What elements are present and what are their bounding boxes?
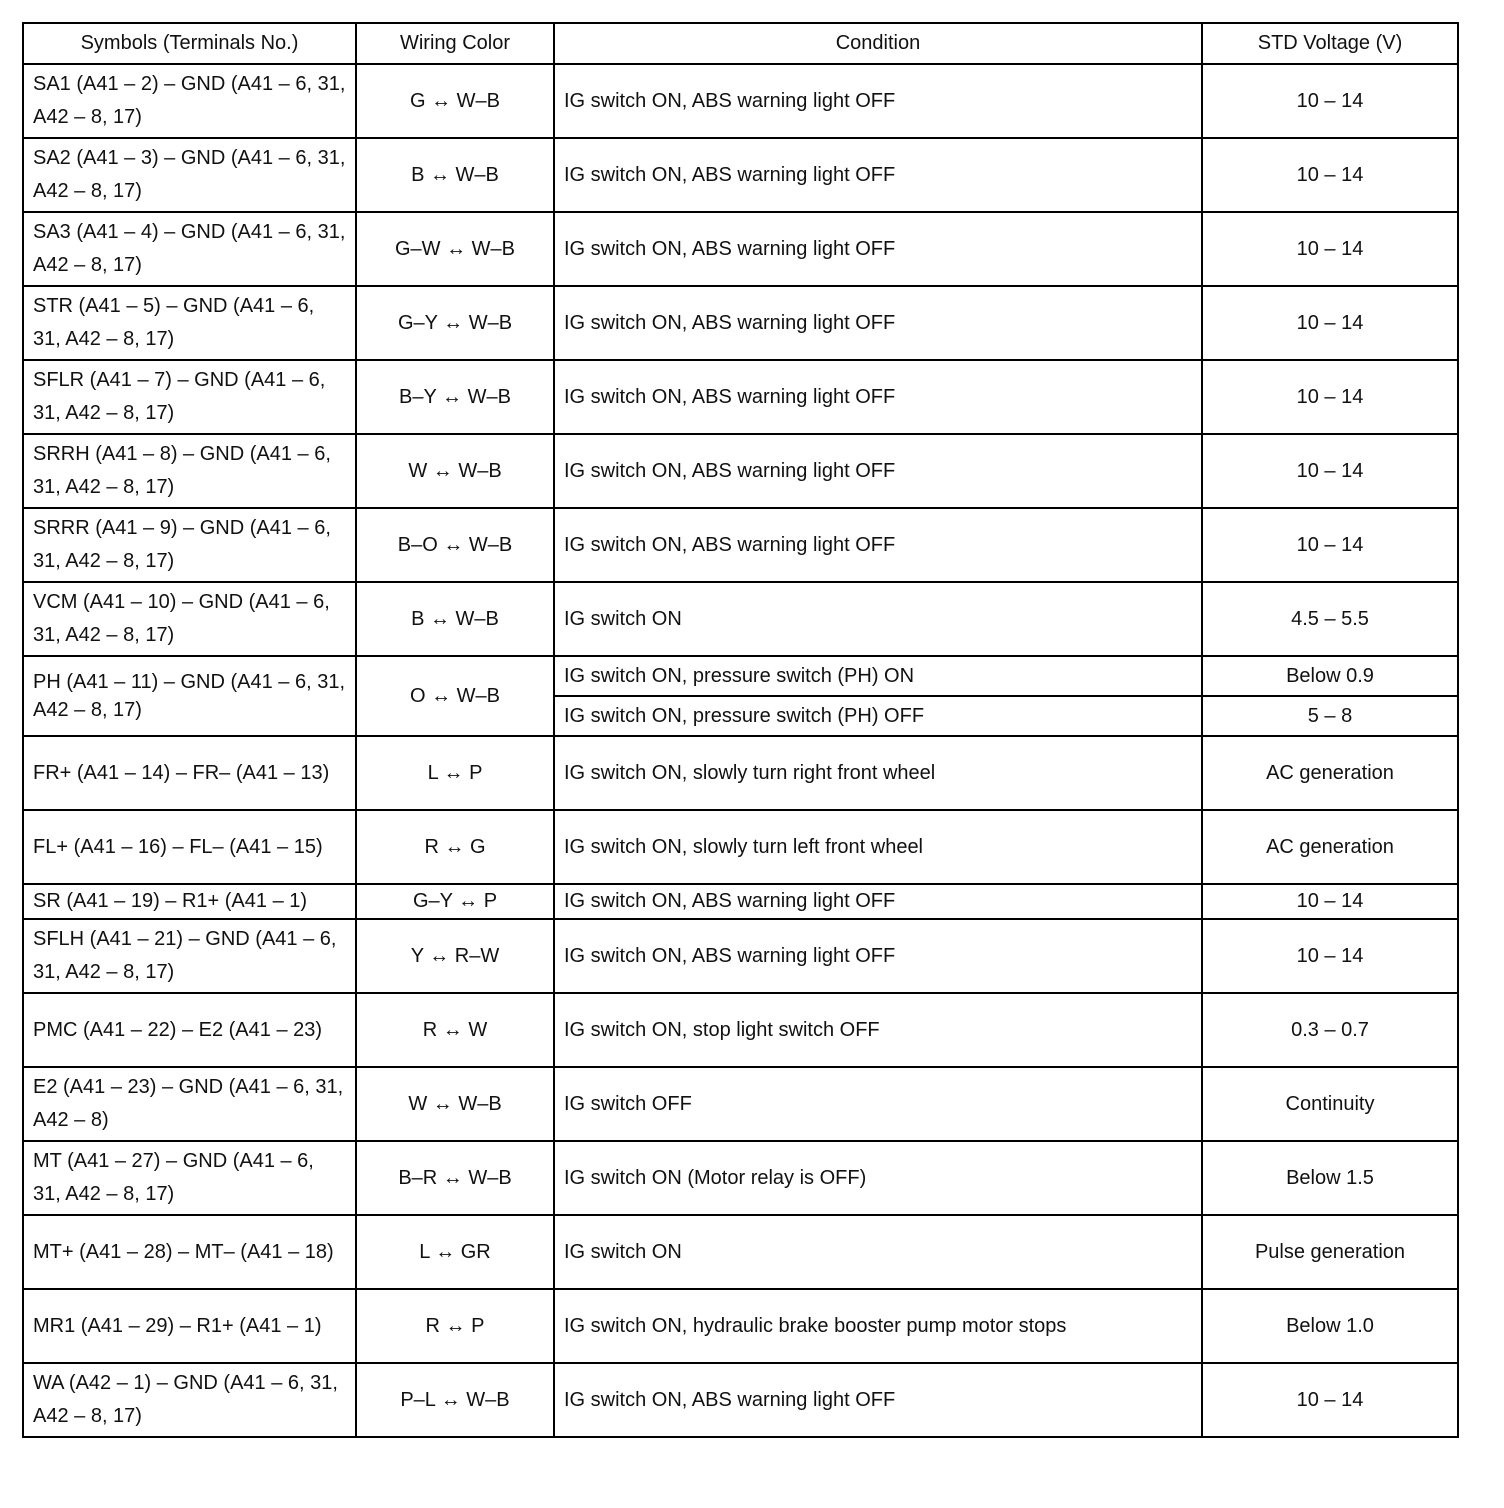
symbol-cell: SRRR (A41 – 9) – GND (A41 – 6, 31, A42 – 8, 17) [23,508,356,582]
symbol-cell: MT (A41 – 27) – GND (A41 – 6, 31, A42 – 8, 17) [23,1141,356,1215]
wiring-color-cell: L ↔ P [356,736,554,810]
table-row [23,508,1458,582]
symbol-cell: SA1 (A41 – 2) – GND (A41 – 6, 31, A42 – 8, 17) [23,64,356,138]
symbol-cell: FR+ (A41 – 14) – FR– (A41 – 13) [23,736,356,810]
std-voltage-cell: 10 – 14 [1202,64,1458,138]
std-voltage-cell: 10 – 14 [1202,212,1458,286]
symbol-cell: SFLR (A41 – 7) – GND (A41 – 6, 31, A42 – 8, 17) [23,360,356,434]
condition-cell: IG switch ON, ABS warning light OFF [554,286,1202,360]
condition-cell: IG switch ON, ABS warning light OFF [554,434,1202,508]
table-row [23,1289,1458,1363]
wiring-color-cell: O ↔ W–B [356,656,554,736]
std-voltage-cell: AC generation [1202,736,1458,810]
symbol-cell: PH (A41 – 11) – GND (A41 – 6, 31, A42 – 8, 17) [23,656,356,736]
condition-cell: IG switch ON [554,582,1202,656]
symbol-cell: SR (A41 – 19) – R1+ (A41 – 1) [23,884,356,919]
condition-cell: IG switch ON (Motor relay is OFF) [554,1141,1202,1215]
symbol-cell: MR1 (A41 – 29) – R1+ (A41 – 1) [23,1289,356,1363]
std-voltage-cell: 10 – 14 [1202,1363,1458,1437]
table-row [23,360,1458,434]
symbol-cell: VCM (A41 – 10) – GND (A41 – 6, 31, A42 – 8, 17) [23,582,356,656]
condition-cell: IG switch ON, pressure switch (PH) ON [554,656,1202,696]
header-row [23,23,1458,64]
wiring-color-cell: Y ↔ R–W [356,919,554,993]
table-row [23,656,1458,696]
table-row [23,434,1458,508]
table-row [23,919,1458,993]
std-voltage-cell: 10 – 14 [1202,508,1458,582]
symbol-cell: FL+ (A41 – 16) – FL– (A41 – 15) [23,810,356,884]
condition-cell: IG switch ON, ABS warning light OFF [554,138,1202,212]
condition-cell: IG switch ON, ABS warning light OFF [554,360,1202,434]
std-voltage-cell: 10 – 14 [1202,919,1458,993]
condition-cell: IG switch ON, hydraulic brake booster pump motor stops [554,1289,1202,1363]
std-voltage-cell: 10 – 14 [1202,434,1458,508]
std-voltage-cell: 10 – 14 [1202,360,1458,434]
std-voltage-cell: AC generation [1202,810,1458,884]
symbol-cell: STR (A41 – 5) – GND (A41 – 6, 31, A42 – 8, 17) [23,286,356,360]
std-voltage-cell: 4.5 – 5.5 [1202,582,1458,656]
symbol-cell: WA (A42 – 1) – GND (A41 – 6, 31, A42 – 8, 17) [23,1363,356,1437]
header-symbols: Symbols (Terminals No.) [23,23,356,64]
wiring-color-cell: B–Y ↔ W–B [356,360,554,434]
condition-cell: IG switch ON [554,1215,1202,1289]
condition-cell: IG switch ON, ABS warning light OFF [554,64,1202,138]
wiring-color-cell: W ↔ W–B [356,434,554,508]
std-voltage-cell: Continuity [1202,1067,1458,1141]
std-voltage-cell: 5 – 8 [1202,696,1458,736]
condition-cell: IG switch ON, ABS warning light OFF [554,919,1202,993]
wiring-color-cell: P–L ↔ W–B [356,1363,554,1437]
std-voltage-cell: Below 1.0 [1202,1289,1458,1363]
symbol-cell: MT+ (A41 – 28) – MT– (A41 – 18) [23,1215,356,1289]
table-body [23,64,1458,1437]
condition-cell: IG switch OFF [554,1067,1202,1141]
std-voltage-cell: 10 – 14 [1202,884,1458,919]
wiring-color-cell: G–W ↔ W–B [356,212,554,286]
symbol-cell: SA3 (A41 – 4) – GND (A41 – 6, 31, A42 – 8, 17) [23,212,356,286]
wiring-color-cell: B–O ↔ W–B [356,508,554,582]
wiring-color-cell: R ↔ P [356,1289,554,1363]
symbol-cell: SA2 (A41 – 3) – GND (A41 – 6, 31, A42 – 8, 17) [23,138,356,212]
std-voltage-cell: 10 – 14 [1202,286,1458,360]
std-voltage-cell: Below 0.9 [1202,656,1458,696]
table-row [23,212,1458,286]
terminal-voltage-table [22,22,1459,1438]
condition-cell: IG switch ON, slowly turn right front wheel [554,736,1202,810]
table-row [23,138,1458,212]
condition-cell: IG switch ON, slowly turn left front wheel [554,810,1202,884]
std-voltage-cell: Below 1.5 [1202,1141,1458,1215]
table-row [23,993,1458,1067]
wiring-color-cell: G–Y ↔ W–B [356,286,554,360]
table-row [23,1215,1458,1289]
condition-cell: IG switch ON, stop light switch OFF [554,993,1202,1067]
wiring-color-cell: B–R ↔ W–B [356,1141,554,1215]
table-row [23,582,1458,656]
wiring-color-cell: B ↔ W–B [356,138,554,212]
table-row [23,810,1458,884]
std-voltage-cell: Pulse generation [1202,1215,1458,1289]
condition-cell: IG switch ON, ABS warning light OFF [554,212,1202,286]
wiring-color-cell: W ↔ W–B [356,1067,554,1141]
header-wiring-color: Wiring Color [356,23,554,64]
header-std-voltage: STD Voltage (V) [1202,23,1458,64]
symbol-cell: E2 (A41 – 23) – GND (A41 – 6, 31, A42 – 8) [23,1067,356,1141]
wiring-color-cell: B ↔ W–B [356,582,554,656]
condition-cell: IG switch ON, ABS warning light OFF [554,508,1202,582]
table-row [23,1363,1458,1437]
std-voltage-cell: 0.3 – 0.7 [1202,993,1458,1067]
wiring-color-cell: G–Y ↔ P [356,884,554,919]
table-row [23,1067,1458,1141]
std-voltage-cell: 10 – 14 [1202,138,1458,212]
table-row [23,1141,1458,1215]
condition-cell: IG switch ON, ABS warning light OFF [554,884,1202,919]
symbol-cell: SFLH (A41 – 21) – GND (A41 – 6, 31, A42 – 8, 17) [23,919,356,993]
wiring-color-cell: R ↔ G [356,810,554,884]
symbol-cell: PMC (A41 – 22) – E2 (A41 – 23) [23,993,356,1067]
header-condition: Condition [554,23,1202,64]
condition-cell: IG switch ON, pressure switch (PH) OFF [554,696,1202,736]
table-row [23,884,1458,919]
table-row [23,64,1458,138]
condition-cell: IG switch ON, ABS warning light OFF [554,1363,1202,1437]
table-row [23,286,1458,360]
wiring-color-cell: L ↔ GR [356,1215,554,1289]
wiring-color-cell: R ↔ W [356,993,554,1067]
table-row [23,736,1458,810]
symbol-cell: SRRH (A41 – 8) – GND (A41 – 6, 31, A42 – 8, 17) [23,434,356,508]
wiring-color-cell: G ↔ W–B [356,64,554,138]
